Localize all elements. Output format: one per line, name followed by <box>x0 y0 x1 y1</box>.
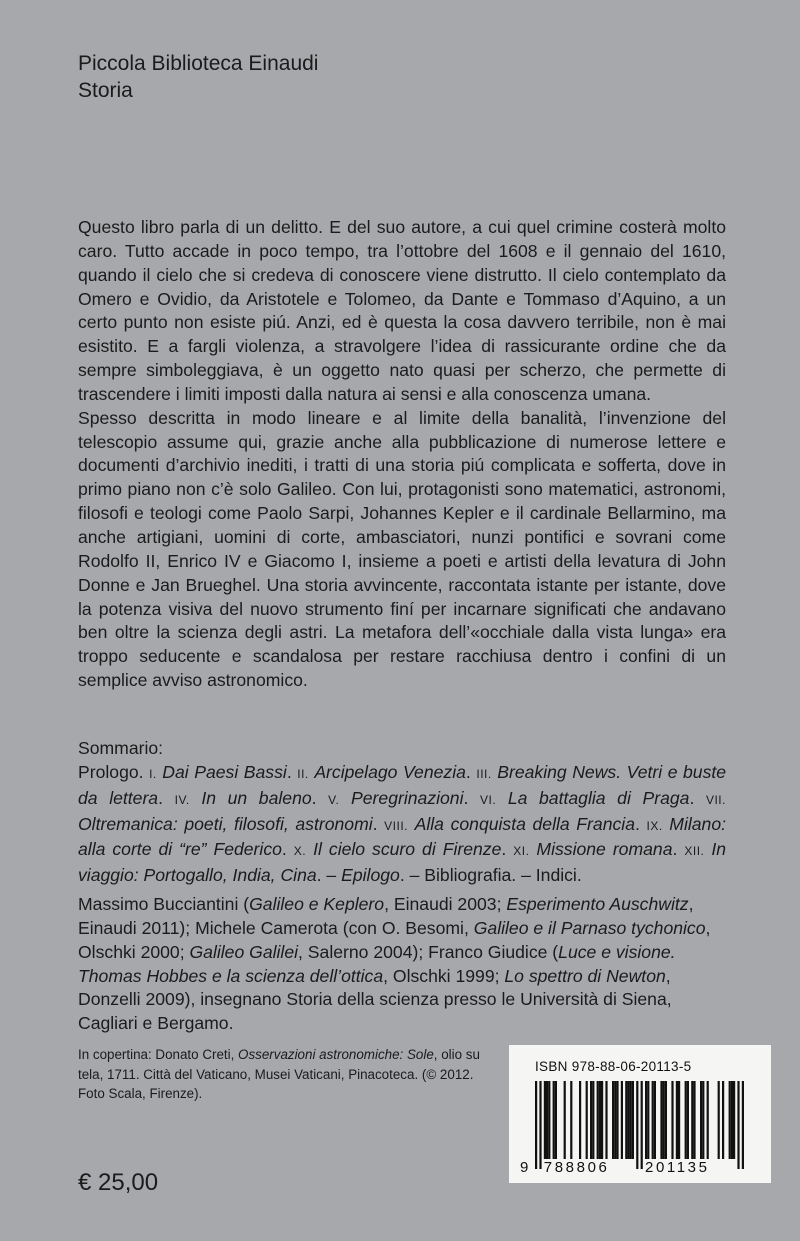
barcode-bar <box>621 1081 623 1159</box>
barcode-bar <box>539 1081 541 1169</box>
chapter-number: VII. <box>705 792 726 807</box>
chapter-title: Dai Paesi Bassi <box>162 761 287 782</box>
barcode-bar <box>733 1081 735 1159</box>
barcode-bar <box>660 1081 662 1159</box>
author-work-title: Luce e visione. Thomas Hobbes e la scienza dell’ottica <box>78 941 676 986</box>
contents-list: Prologo. I. Dai Paesi Bassi. II. Arcipelago Venezia. III. Breaking News. Vetri e buste da lettera. IV. In un baleno. V. Peregrinazioni. VI. La battaglia di Praga. VII. Oltremanica: poeti, filosofi, astronomi. VIII. Alla conquista della Francia. IX. Milano: alla corte di “re” Federico. X. Il cielo scuro di Firenze. XI. Missione romana. XII. In viaggio: Portogallo, India, Cina. – Epilogo. – Bibliografia. – Indici. <box>78 761 727 886</box>
author-text: insegnano Storia della scienza presso le Università di Siena, Cagliari e Bergamo. <box>78 989 672 1034</box>
chapter-title: Il cielo scuro di Firenze <box>313 839 502 860</box>
chapter-title: Peregrinazioni <box>351 787 464 808</box>
barcode-bar <box>654 1081 656 1159</box>
chapter-number: XII. <box>684 844 705 859</box>
barcode-bar <box>645 1081 647 1159</box>
barcode-bar <box>729 1081 731 1159</box>
chapter-title: Oltremanica: poeti, filosofi, astronomi <box>78 813 373 834</box>
author-text: , Olschki 2000; <box>78 917 711 962</box>
barcode-bar <box>665 1081 667 1159</box>
barcode-bar <box>731 1081 733 1159</box>
blurb-paragraph: Questo libro parla di un delitto. E del suo autore, a cui quel crimine costerà molto caro. Tutto accade in poco tempo, tra l’ottobre del 1608 e il gennaio del 1610, quando il cielo che si credeva di conoscere viene distrutto. Il cielo contemplato da Omero e Ovidio, da Aristotele e Tolomeo, da Dante e Tommaso d’Aquino, a un certo punto non esiste piú. Anzi, ed è questa la cosa davvero terribile, non è mai esistito. E a fargli violenza, a stravolgere l’idea di rassicurante ordine che da sempre simboleggiava, è un oggetto nato quasi per scherzo, che permette di trascendere i limiti imposti dalla natura ai sensi e alla conoscenza umana. <box>78 217 726 404</box>
barcode-bar <box>601 1081 603 1159</box>
barcode-bar <box>555 1081 557 1159</box>
chapter-title: Alla conquista della Francia <box>414 813 635 834</box>
barcode-bar <box>579 1081 581 1159</box>
series-name: Piccola Biblioteca Einaudi <box>78 52 319 75</box>
author-work-title: Lo spettro di Newton <box>504 965 666 986</box>
series-subject: Storia <box>78 79 133 102</box>
barcode-bar <box>676 1081 678 1159</box>
barcode-bar <box>599 1081 601 1159</box>
chapter-title: La battaglia di Praga <box>507 787 690 808</box>
price: € 25,00 <box>78 1169 159 1196</box>
barcode-bar <box>685 1081 687 1159</box>
barcode-bar <box>652 1081 654 1159</box>
barcode-bar <box>636 1081 638 1169</box>
isbn-barcode-box <box>509 1045 771 1183</box>
chapter-number: VI. <box>480 792 497 807</box>
barcode-bar <box>597 1081 599 1159</box>
barcode-bar <box>678 1081 680 1159</box>
barcode-bar <box>544 1081 546 1159</box>
chapter-number: II. <box>297 766 309 781</box>
table-of-contents <box>78 737 726 888</box>
contents-epilogue: Epilogo <box>341 865 400 886</box>
chapter-title: Arcipelago Venezia <box>314 761 466 782</box>
chapter-number: III. <box>476 766 492 781</box>
barcode-bar <box>614 1081 616 1159</box>
barcode-bar <box>647 1081 649 1159</box>
barcode-bar <box>671 1081 673 1159</box>
contents-indexes: Indici. <box>535 865 582 886</box>
barcode-bar <box>592 1081 594 1159</box>
barcode-bar <box>663 1081 665 1159</box>
barcode-bar <box>722 1081 724 1159</box>
barcode-digits: 201135 <box>645 1159 710 1176</box>
credit-text: , olio su tela, 1711. Città del Vaticano, Musei Vaticani, Pinacoteca. (© 2012. Foto Scala, Firenze). <box>78 1047 480 1101</box>
barcode-bar <box>625 1081 627 1159</box>
author-text: Massimo Bucciantini ( <box>78 894 250 914</box>
chapter-title: Milano: alla corte di “re” Federico <box>78 813 727 860</box>
author-text: , Einaudi 2003; <box>384 894 507 914</box>
barcode-bar <box>737 1081 739 1169</box>
chapter-number: X. <box>293 844 307 859</box>
barcode-bar <box>605 1081 607 1159</box>
author-work-title: Galileo e Keplero <box>249 894 385 914</box>
contents-bibliography: Bibliografia. <box>424 865 517 886</box>
barcode-bar <box>590 1081 592 1159</box>
chapter-number: V. <box>328 792 340 807</box>
barcode-bar <box>641 1081 643 1169</box>
barcode-bar <box>718 1081 720 1159</box>
chapter-number: I. <box>149 766 157 781</box>
author-text: , Salerno 2004); <box>298 941 429 962</box>
barcode-bar <box>548 1081 550 1159</box>
author-work-title: Galileo e il Parnaso tychonico <box>473 917 706 938</box>
cover-credit <box>78 1045 488 1104</box>
chapter-title: In un baleno <box>201 787 312 808</box>
isbn-label: ISBN 978-88-06-20113-5 <box>535 1059 692 1074</box>
barcode-bar <box>546 1081 548 1159</box>
barcode-bar <box>586 1081 588 1159</box>
barcode-bar <box>742 1081 744 1169</box>
barcode-bar <box>687 1081 689 1159</box>
chapter-number: XI. <box>513 844 530 859</box>
barcode-bar <box>627 1081 629 1159</box>
barcode-digits: 9 <box>520 1159 531 1176</box>
author-work-title: Esperimento Auschwitz <box>506 894 689 914</box>
barcode <box>509 1045 771 1183</box>
author-bios <box>78 893 726 1036</box>
barcode-bar <box>702 1081 704 1159</box>
barcode-bar <box>553 1081 555 1159</box>
chapter-number: IX. <box>646 818 663 833</box>
barcode-bar <box>632 1081 634 1159</box>
barcode-bar <box>612 1081 614 1159</box>
chapter-title: Missione romana <box>536 839 673 860</box>
contents-prologue: Prologo. <box>78 761 144 782</box>
barcode-bar <box>570 1081 572 1159</box>
barcode-bar <box>535 1081 537 1169</box>
author-work-title: Galileo Galilei <box>189 941 299 962</box>
barcode-bar <box>630 1081 632 1159</box>
barcode-bar <box>693 1081 695 1159</box>
author-text: , Donzelli 2009), <box>78 965 671 1010</box>
barcode-bar <box>616 1081 618 1159</box>
back-cover-blurb <box>78 216 726 693</box>
contents-heading: Sommario: <box>78 738 164 758</box>
series-block <box>78 50 318 104</box>
chapter-title: In viaggio: Portogallo, India, Cina <box>78 839 727 886</box>
credit-text: In copertina: Donato Creti, <box>78 1047 239 1062</box>
barcode-digits: 788806 <box>543 1159 610 1176</box>
author-text: Michele Camerota (con O. Besomi, <box>195 917 474 938</box>
blurb-paragraph: Spesso descritta in modo lineare e al limite della banalità, l’invenzione del telescopio assume qui, grazie anche alla pubblicazione di numerose lettere e documenti d’archivio inediti, i tratti di una storia piú complicata e sofferta, dove in primo piano non c’è solo Galileo. Con lui, protagonisti sono matematici, astronomi, filosofi e teologi come Paolo Sarpi, Johannes Kepler e il cardinale Bellarmino, ma anche artigiani, uomini di corte, ambasciatori, nunzi pontifici e sovrani come Rodolfo II, Enrico IV e Giacomo I, insieme a poeti e artisti della levatura di John Donne e Jan Brueghel. Una storia avvincente, raccontata istante per istante, dove la potenza visiva del nuovo strumento finí per incarnare significati che andavano ben oltre la scienza degli astri. La metafora dell’«occhiale dalla vista lunga» era troppo seducente e scandalosa per restare racchiusa dentro i confini di un semplice avviso astronomico. <box>78 407 726 691</box>
barcode-bar <box>707 1081 709 1159</box>
barcode-bar <box>564 1081 566 1159</box>
chapter-number: IV. <box>174 792 190 807</box>
chapter-title: Breaking News. Vetri e buste da lettera <box>78 761 727 808</box>
barcode-bar <box>700 1081 702 1159</box>
author-text: , Olschki 1999; <box>383 965 505 986</box>
author-text: Franco Giudice ( <box>428 941 559 962</box>
barcode-bar <box>691 1081 693 1159</box>
author-text: , Einaudi 2011); <box>78 894 694 938</box>
credit-artwork-title: Osservazioni astronomiche: Sole <box>238 1047 434 1062</box>
chapter-number: VIII. <box>384 818 408 833</box>
